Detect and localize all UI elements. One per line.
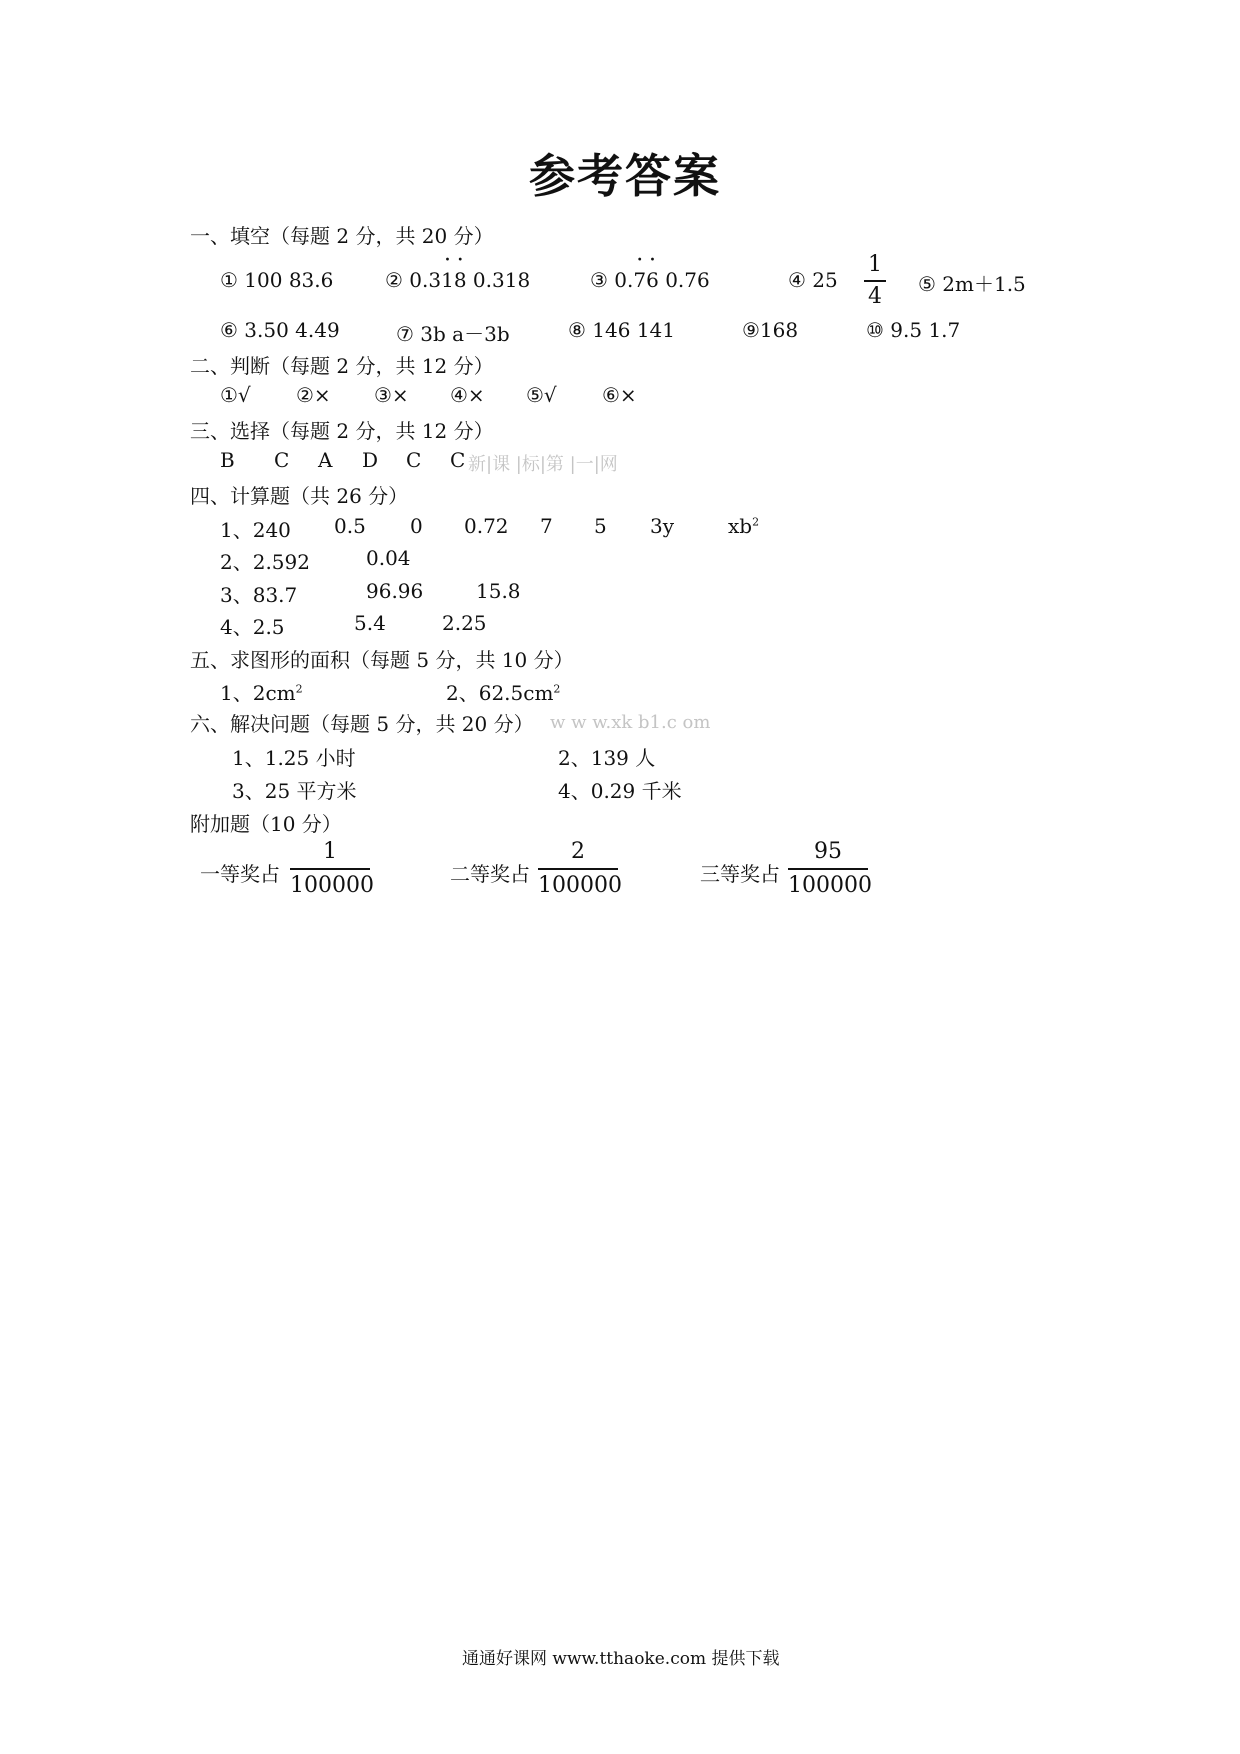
extra-fraction: 2 100000: [538, 839, 622, 898]
calc-answer: 2、2.592: [220, 550, 310, 574]
choice-answer: B: [220, 448, 235, 472]
watermark: 新|课 |标|第 |一|网: [468, 454, 618, 475]
solve-answer: 3、25 平方米: [232, 779, 357, 803]
solve-answer: 1、1.25 小时: [232, 746, 356, 770]
fill-answer-1: ① 100 83.6: [220, 268, 334, 292]
calc-answer: 4、2.5: [220, 615, 285, 639]
page-title: 参考答案: [529, 149, 721, 203]
solve-answer: 4、0.29 千米: [558, 779, 682, 803]
calc-answer: 0.5: [334, 514, 366, 538]
fill-answer-6: ⑥ 3.50 4.49: [220, 318, 340, 342]
section-heading-judge: 二、判断（每题 2 分，共 12 分）: [190, 354, 494, 378]
judge-answer: ④×: [450, 383, 485, 407]
area-answer-2: 2、$62.5cm^2$: [446, 681, 561, 705]
calc-answer: 0: [410, 514, 423, 538]
calc-answer: 96.96: [366, 579, 424, 603]
fill-answer-3: ③ 0.· 7· 6 0.76: [590, 268, 710, 292]
extra-label: 二等奖占: [450, 862, 530, 886]
calc-answer: 7: [540, 514, 553, 538]
fill-answer-2: ② 0.3· 1· 8 0.318: [385, 268, 530, 292]
section-heading-fill: 一、填空（每题 2 分，共 20 分）: [190, 224, 494, 248]
calc-answer: 2.25: [442, 611, 487, 635]
choice-answer: C: [274, 448, 290, 472]
calc-answer: 3y: [650, 514, 675, 538]
fill-answer-5: ⑤ 2m＋1.5: [918, 272, 1026, 296]
choice-answer: C: [450, 448, 466, 472]
choice-answer: A: [318, 448, 333, 472]
extra-fraction: 1 100000: [290, 839, 374, 898]
calc-answer: 1、240: [220, 518, 291, 542]
footer-text: 通通好课网 www.tthaoke.com 提供下载: [462, 1649, 780, 1669]
section-heading-solve: 六、解决问题（每题 5 分，共 20 分）: [190, 712, 534, 736]
solve-answer: 2、139 人: [558, 746, 656, 770]
section-heading-area: 五、求图形的面积（每题 5 分，共 10 分）: [190, 648, 574, 672]
choice-answer: D: [362, 448, 379, 472]
calc-answer: 5.4: [354, 611, 386, 635]
calc-answer: 0.72: [464, 514, 509, 538]
fill-answer-7: ⑦ 3b a－3b: [396, 322, 510, 346]
fill-answer-4: ④ 25: [788, 268, 838, 292]
fill-answer-9: ⑨168: [742, 318, 799, 342]
area-answer-1: 1、$2cm^2$: [220, 681, 303, 705]
calc-answer: 15.8: [476, 579, 521, 603]
calc-answer: $xb^2$: [728, 514, 760, 538]
section-heading-calc: 四、计算题（共 26 分）: [190, 484, 409, 508]
fill-answer-10: ⑩ 9.5 1.7: [866, 318, 961, 342]
calc-answer: 0.04: [366, 546, 411, 570]
calc-answer: 3、83.7: [220, 583, 298, 607]
fill-answer-4-fraction: 1 4: [864, 252, 886, 310]
extra-label: 一等奖占: [200, 862, 280, 886]
extra-label: 三等奖占: [700, 862, 780, 886]
judge-answer: ⑤√: [526, 383, 557, 407]
section-heading-extra: 附加题（10 分）: [190, 812, 342, 836]
judge-answer: ②×: [296, 383, 331, 407]
calc-answer: 5: [594, 514, 607, 538]
fill-answer-8: ⑧ 146 141: [568, 318, 675, 342]
extra-fraction: 95 100000: [788, 839, 872, 898]
section-heading-choice: 三、选择（每题 2 分，共 12 分）: [190, 419, 494, 443]
judge-answer: ③×: [374, 383, 409, 407]
judge-answer: ①√: [220, 383, 251, 407]
judge-answer: ⑥×: [602, 383, 637, 407]
choice-answer: C: [406, 448, 422, 472]
watermark: w w w.xk b1.c om: [550, 712, 711, 733]
